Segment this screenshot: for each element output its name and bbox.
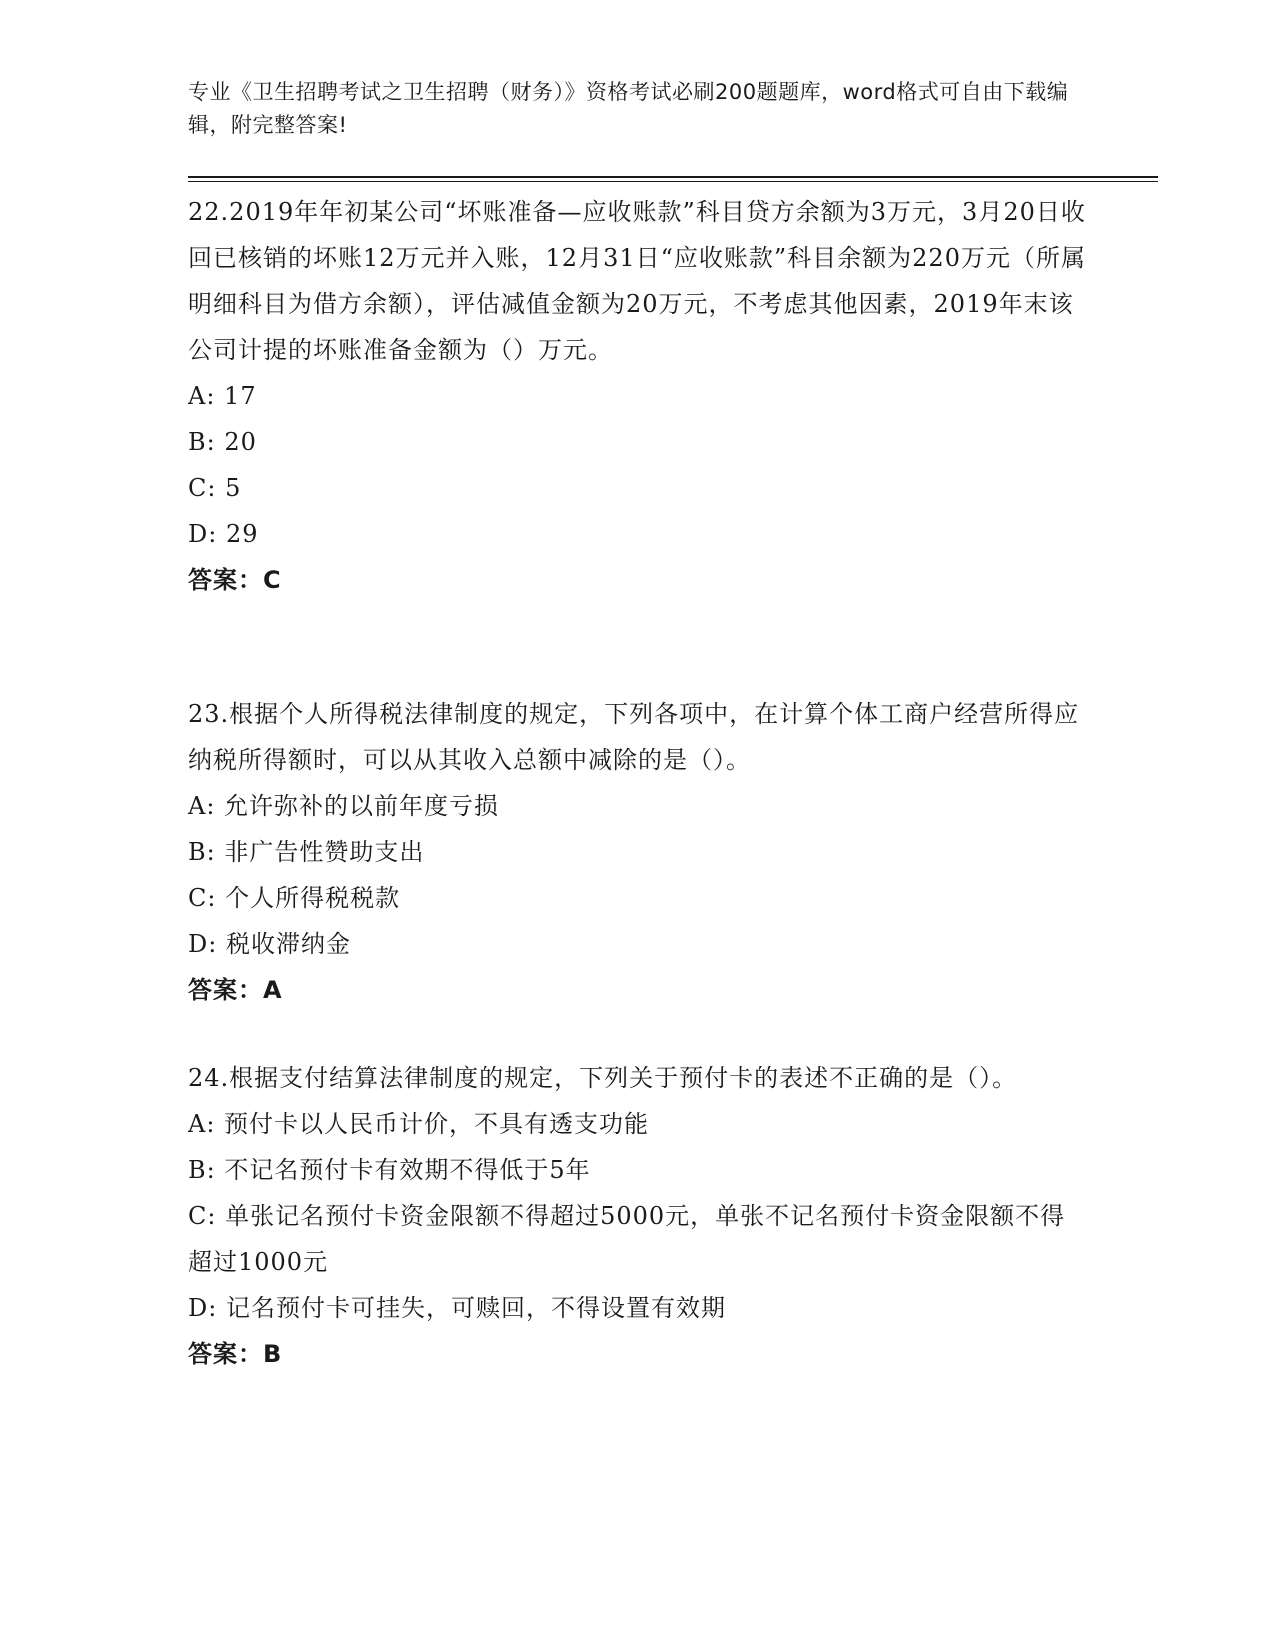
page-header [188, 76, 1088, 142]
question-text: 22.2019年年初某公司“坏账准备—应收账款”科目贷方余额为3万元，3月20日收回已核销的坏账12万元并入账，12月31日“应收账款”科目余额为220万元（所属明细科目为借方余额），评估减值金额为20万元，不考虑其他因素，2019年末该公司计提的坏账准备金额为（）万元。 [188, 198, 1086, 364]
question-24 [188, 1055, 1088, 1377]
question-22 [188, 189, 1088, 603]
option-a: A: 17 [188, 382, 257, 410]
answer-label: 答案：A [188, 976, 283, 1004]
option-d: D: 记名预付卡可挂失，可赎回，不得设置有效期 [188, 1294, 726, 1322]
answer-label: 答案：C [188, 566, 282, 594]
header-title: 专业《卫生招聘考试之卫生招聘（财务）》资格考试必刷200题题库，word格式可自由下载编辑，附完整答案! [188, 80, 1069, 137]
question-text: 23.根据个人所得税法律制度的规定，下列各项中，在计算个体工商户经营所得应纳税所得额时，可以从其收入总额中减除的是（）。 [188, 700, 1080, 774]
question-23 [188, 691, 1088, 1013]
option-c: C: 个人所得税税款 [188, 884, 401, 912]
header-divider [188, 176, 1158, 182]
answer-label: 答案：B [188, 1340, 283, 1368]
option-b: B: 20 [188, 428, 257, 456]
option-d: D: 税收滞纳金 [188, 930, 351, 958]
question-text: 24.根据支付结算法律制度的规定，下列关于预付卡的表述不正确的是（）。 [188, 1064, 1018, 1092]
option-a: A: 允许弥补的以前年度亏损 [188, 792, 500, 820]
option-b: B: 非广告性赞助支出 [188, 838, 425, 866]
option-d: D: 29 [188, 520, 259, 548]
option-c: C: 5 [188, 474, 242, 502]
option-a: A: 预付卡以人民币计价，不具有透支功能 [188, 1110, 650, 1138]
option-b: B: 不记名预付卡有效期不得低于5年 [188, 1156, 591, 1184]
option-c: C: 单张记名预付卡资金限额不得超过5000元，单张不记名预付卡资金限额不得超过1000元 [188, 1202, 1066, 1276]
